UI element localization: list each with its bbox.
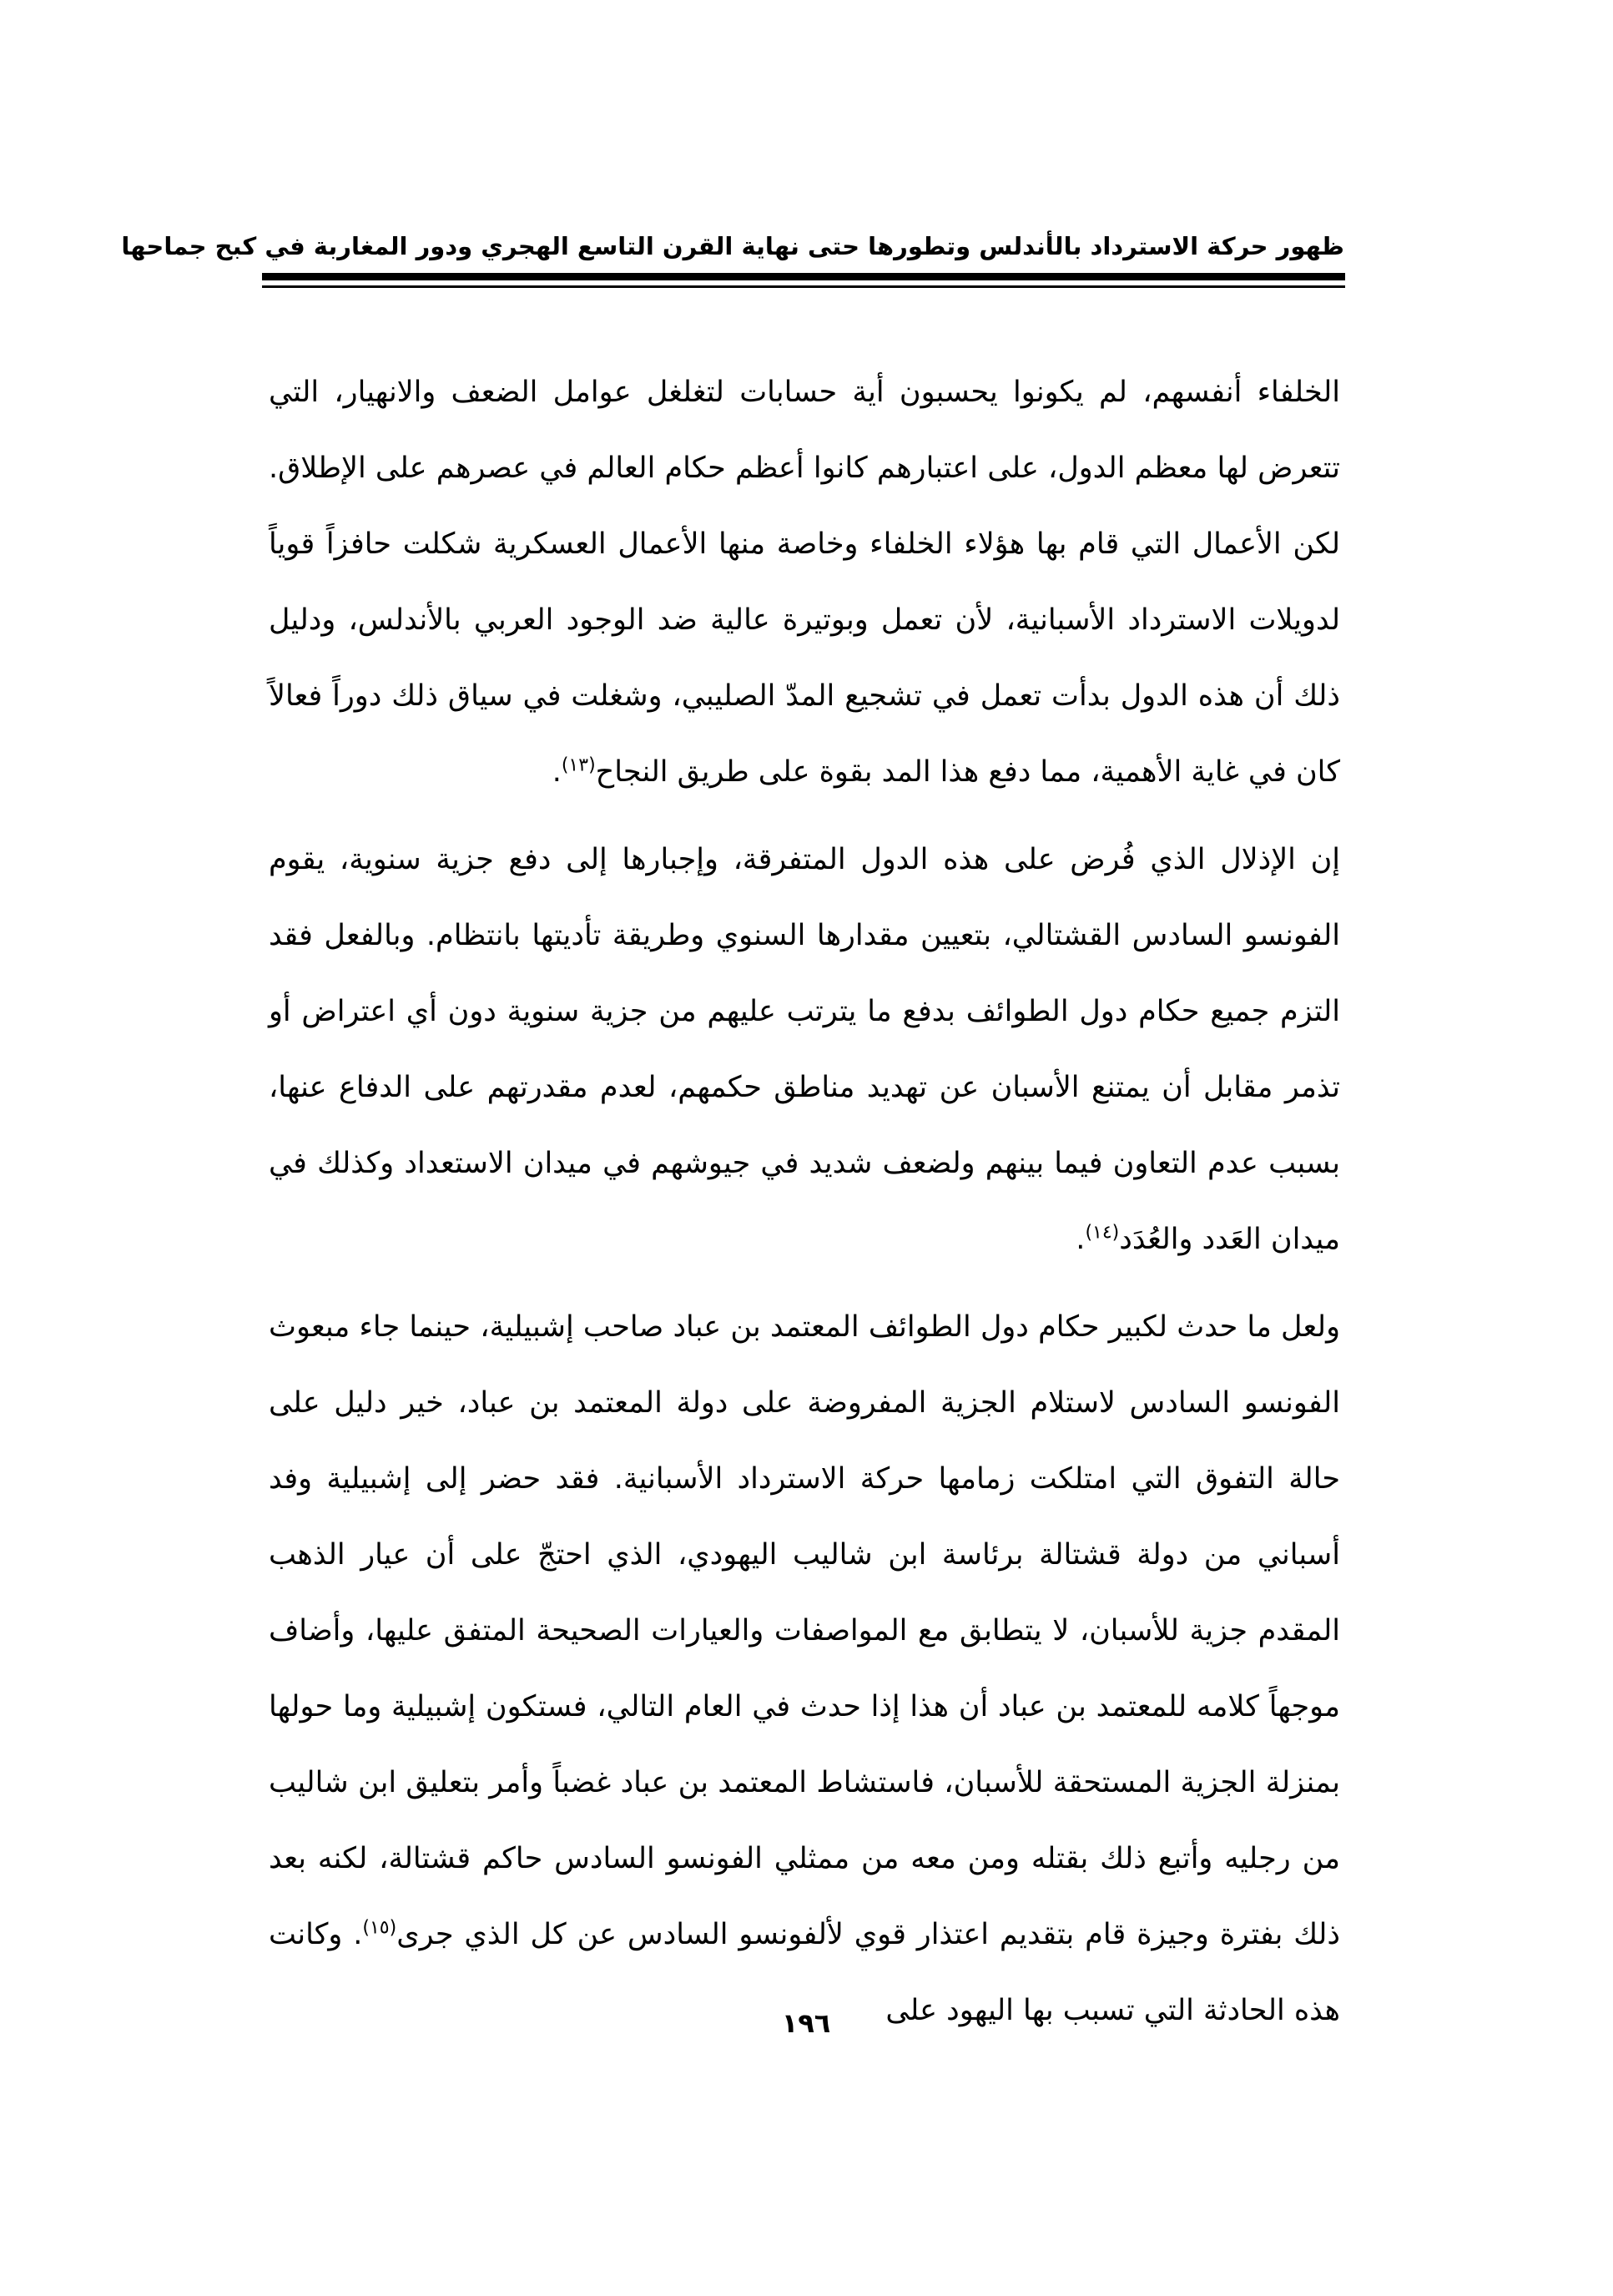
footnote-marker: (١٣) [561, 754, 596, 776]
header-rule-thick [262, 273, 1345, 280]
paragraph [269, 822, 1340, 1278]
page-number: ١٩٦ [781, 2007, 831, 2039]
paragraph-end: . [552, 755, 562, 789]
paragraph-text: ولعل ما حدث لكبير حكام دول الطوائف المعتمد بن عباد صاحب إشبيلية، حينما جاء مبعوث الفونسو السادس لاستلام الجزية المفروضة على دولة المعتمد بن عباد، خير دليل على حالة التفوق التي امتلكت زمامها حركة الاسترداد الأسبانية. فقد حضر إلى إشبيلية وفد أسباني من دولة قشتالة برئاسة ابن شاليب اليهودي، الذي احتجّ على أن عيار الذهب المقدم جزية للأسبان، لا يتطابق مع المواصفات والعيارات الصحيحة المتفق عليها، وأضاف موجهاً كلامه للمعتمد بن عباد أن هذا إذا حدث في العام التالي، فستكون إشبيلية وما حولها بمنزلة الجزية المستحقة للأسبان، فاستشاط المعتمد بن عباد غضباً وأمر بتعليق ابن شاليب من رجليه وأتبع ذلك بقتله ومن معه من ممثلي الفونسو السادس حاكم قشتالة، لكنه بعد ذلك بفترة وجيزة قام بتقديم اعتذار قوي لألفونسو السادس عن كل الذي جرى [269, 1310, 1341, 1951]
paragraph [269, 355, 1340, 810]
body-text [269, 355, 1340, 2061]
running-header-title: ظهور حركة الاسترداد بالأندلس وتطورها حتى نهاية القرن التاسع الهجري ودور المغاربة في كبح جماحها [121, 232, 1344, 260]
paragraph-text: الخلفاء أنفسهم، لم يكونوا يحسبون أية حسابات لتغلغل عوامل الضعف والانهيار، التي تتعرض لها معظم الدول، على اعتبارهم كانوا أعظم حكام العالم في عصرهم على الإطلاق. لكن الأعمال التي قام بها هؤلاء الخلفاء وخاصة منها الأعمال العسكرية شكلت حافزاً قوياً لدويلات الاسترداد الأسبانية، لأن تعمل وبوتيرة عالية ضد الوجود العربي بالأندلس، ودليل ذلك أن هذه الدول بدأت تعمل في تشجيع المدّ الصليبي، وشغلت في سياق ذلك دوراً فعالاً كان في غاية الأهمية، مما دفع هذا المد بقوة على طريق النجاح [269, 376, 1340, 789]
paragraph-end: . وكانت هذه الحادثة التي تسبب بها اليهود على [269, 1918, 1340, 2027]
footnote-marker: (١٤) [1085, 1222, 1120, 1244]
paragraph-text: إن الإذلال الذي فُرض على هذه الدول المتفرقة، وإجبارها إلى دفع جزية سنوية، يقوم الفونسو السادس القشتالي، بتعيين مقدارها السنوي وطريقة تأديتها بانتظام. وبالفعل فقد التزم جميع حكام دول الطوائف بدفع ما يترتب عليهم من جزية سنوية دون أي اعتراض أو تذمر مقابل أن يمتنع الأسبان عن تهديد مناطق حكمهم، لعدم مقدرتهم على الدفاع عنها، بسبب عدم التعاون فيما بينهم ولضعف شديد في جيوشهم في ميدان الاستعداد وكذلك في ميدان العَدد والعُدَد [269, 843, 1340, 1256]
header-rule-thin [262, 285, 1345, 288]
paragraph-end: . [1076, 1223, 1086, 1256]
footnote-marker: (١٥) [362, 1917, 397, 1939]
paragraph [269, 1289, 1340, 2049]
